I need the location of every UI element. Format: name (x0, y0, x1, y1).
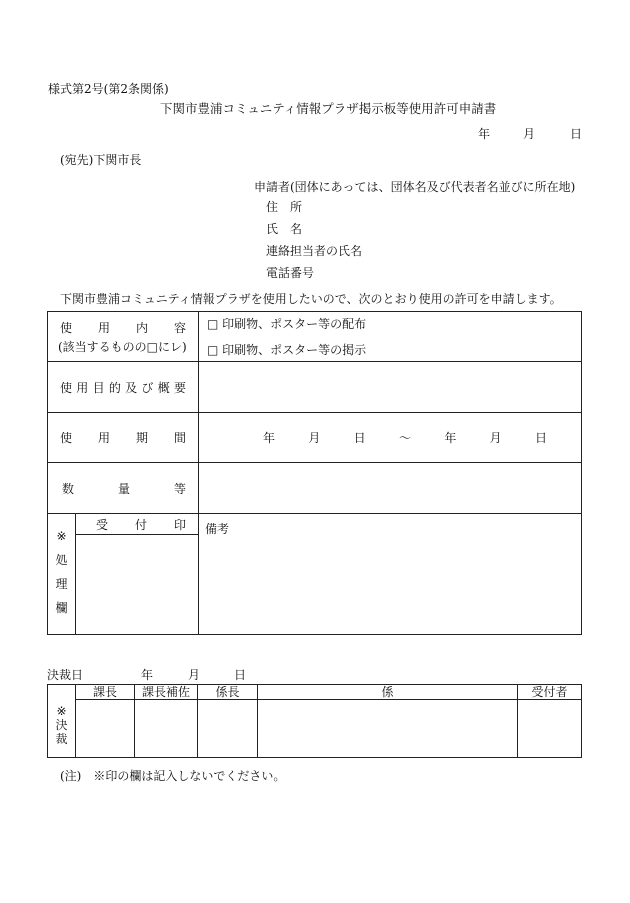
period-start-year: 年 (263, 431, 276, 445)
usage-content-label-char: 内 (136, 320, 149, 335)
period-label-char: 使 (60, 431, 73, 445)
application-date-year: 年 (478, 127, 491, 141)
period-row (48, 413, 582, 463)
period-input-cell[interactable] (199, 413, 582, 463)
decision-stamp-cell[interactable] (198, 700, 258, 758)
application-table (47, 311, 582, 635)
processing-label-char: ※ (56, 529, 67, 543)
period-separator: ～ (399, 431, 412, 445)
purpose-label-cell (48, 362, 199, 413)
decision-side-label-cell (48, 685, 76, 758)
remarks-label: 備考 (205, 522, 230, 536)
contact-person-label: 連絡担当者の氏名 (266, 244, 363, 258)
purpose-label-char: 及 (125, 380, 138, 395)
quantity-row (48, 463, 582, 514)
purpose-row (48, 362, 582, 413)
decision-side-label-char: 決 (55, 718, 68, 732)
purpose-label-char: び (141, 380, 154, 395)
applicant-name-label: 氏 名 (266, 222, 303, 236)
receipt-stamp-label-char: 受 (96, 517, 109, 532)
option-distribution-checkbox[interactable]: □ 印刷物、ポスター等の配布 (207, 316, 367, 331)
purpose-label-char: 用 (76, 380, 89, 395)
application-date-month: 月 (523, 127, 536, 141)
quantity-label-char: 等 (174, 481, 187, 496)
receipt-stamp-label-char: 付 (135, 517, 148, 532)
usage-content-row (48, 312, 582, 362)
decision-side-label-char: ※ (56, 704, 67, 718)
processing-label-cell (48, 514, 76, 635)
remarks-cell[interactable] (199, 514, 582, 635)
form-title: 下関市豊浦コミュニティ情報プラザ掲示板等使用許可申請書 (160, 101, 497, 116)
decision-column-header: 係長 (198, 685, 258, 700)
decision-date-month: 月 (188, 668, 201, 682)
usage-options-cell (199, 312, 582, 362)
period-label-char: 用 (98, 431, 111, 445)
usage-content-label-char: 容 (174, 320, 187, 335)
footnote: (注) ※印の欄は記入しないでください。 (60, 769, 286, 783)
period-label-char: 期 (136, 431, 149, 445)
purpose-label-char: 目 (92, 380, 105, 395)
quantity-label-cell (48, 463, 199, 514)
period-end-month: 月 (489, 431, 502, 445)
period-start-month: 月 (308, 431, 321, 445)
purpose-label-char: 的 (108, 380, 121, 395)
usage-content-label-cell (48, 312, 199, 362)
usage-content-note: (該当するものの□にレ) (58, 339, 187, 354)
decision-side-label-char: 裁 (55, 732, 68, 746)
receipt-stamp-area (76, 535, 199, 635)
quantity-label-char: 量 (118, 481, 131, 496)
quantity-input-cell[interactable] (199, 463, 582, 514)
period-end-year: 年 (444, 431, 457, 445)
decision-table (47, 684, 582, 758)
decision-column-header: 係 (258, 685, 518, 700)
period-end-day: 日 (534, 431, 547, 445)
period-start-day: 日 (353, 431, 366, 445)
applicant-heading: 申請者(団体にあっては、団体名及び代表者名並びに所在地) (254, 180, 576, 194)
processing-row-top (48, 514, 582, 535)
period-label-char: 間 (174, 431, 187, 445)
usage-content-label-char: 用 (98, 320, 111, 335)
option-posting-checkbox[interactable]: □ 印刷物、ポスター等の掲示 (207, 342, 367, 357)
decision-column-header: 受付者 (518, 685, 582, 700)
processing-label-char: 処 (55, 553, 68, 567)
usage-content-label-char: 使 (60, 320, 73, 335)
decision-stamp-cell[interactable] (258, 700, 518, 758)
applicant-address-label: 住 所 (266, 200, 303, 214)
decision-date-label: 決裁日 (47, 668, 84, 682)
form-number: 様式第2号(第2条関係) (48, 82, 169, 96)
decision-header-row (48, 685, 582, 700)
processing-label-char: 理 (55, 577, 68, 591)
decision-stamp-row (48, 700, 582, 758)
decision-stamp-cell[interactable] (135, 700, 198, 758)
processing-label-char: 欄 (55, 601, 68, 615)
period-label-cell (48, 413, 199, 463)
decision-column-header: 課長 (76, 685, 135, 700)
purpose-label-char: 使 (60, 380, 73, 395)
decision-stamp-cell[interactable] (518, 700, 582, 758)
decision-date-year: 年 (141, 668, 154, 682)
decision-column-header: 課長補佐 (135, 685, 198, 700)
application-statement: 下関市豊浦コミュニティ情報プラザを使用したいので、次のとおり使用の許可を申請します。 (60, 292, 562, 306)
application-date-day: 日 (570, 127, 583, 141)
quantity-label-char: 数 (62, 481, 75, 496)
addressee: (宛先)下関市長 (60, 153, 142, 167)
receipt-stamp-label-cell (76, 514, 199, 535)
decision-stamp-cell[interactable] (76, 700, 135, 758)
purpose-label-char: 概 (157, 380, 170, 395)
phone-label: 電話番号 (266, 266, 315, 280)
receipt-stamp-label-char: 印 (174, 517, 187, 532)
purpose-label-char: 要 (173, 380, 186, 395)
purpose-input-cell[interactable] (199, 362, 582, 413)
decision-date-day: 日 (234, 668, 247, 682)
